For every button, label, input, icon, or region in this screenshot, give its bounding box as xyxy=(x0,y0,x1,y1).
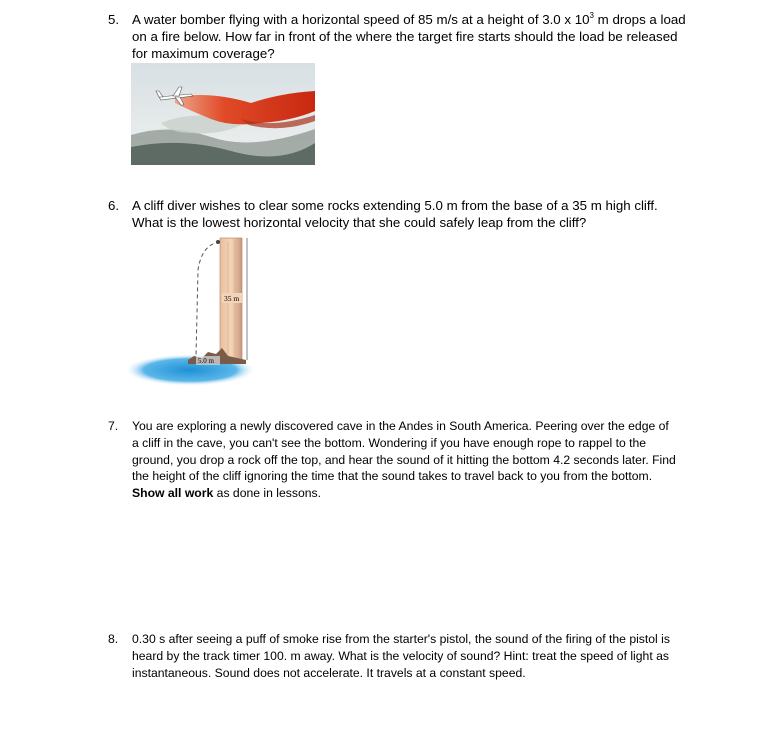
question-text: You are exploring a newly discovered cave in the Andes in South America. Peering over the edge of a cliff in the cave, you can't see the bottom. Wondering if you have enough rope to rappel to the ground, you drop a rock off the top, and hear the sound of it hitting the bottom 4.2 seconds later. Find the height of the cliff ignoring the time that the sound takes to travel back to you from the bottom. Show all work as done in lessons. xyxy=(132,419,676,501)
question-8 xyxy=(108,631,680,681)
question-6 xyxy=(108,197,668,231)
question-7 xyxy=(108,418,678,502)
emphasis-text: Show all work xyxy=(132,486,214,501)
question-text: 0.30 s after seeing a puff of smoke rise from the starter's pistol, the sound of the firing of the pistol is heard by the track timer 100. m away. What is the velocity of sound? Hint: treat the speed of light as instantaneous. Sound does not accelerate. It travels at a constant speed. xyxy=(132,632,670,680)
question-number: 7. xyxy=(108,419,119,433)
diver-icon xyxy=(216,240,220,244)
question-number: 8. xyxy=(108,632,119,646)
cliff-diver-figure xyxy=(128,230,260,386)
question-number: 6. xyxy=(108,198,120,213)
question-text: A water bomber flying with a horizontal speed of 85 m/s at a height of 3.0 x $10^3$ m drops a load on a fire below. How far in front of the where the target fire starts should the load be released for maximum coverage? xyxy=(132,10,686,61)
height-label: 35 m xyxy=(224,294,240,303)
diver-trajectory xyxy=(196,242,220,356)
question-text: A cliff diver wishes to clear some rocks extending 5.0 m from the base of a 35 m high cliff. What is the lowest horizontal velocity that she could safely leap from the cliff? xyxy=(132,198,658,230)
question-5 xyxy=(108,11,688,62)
question-number: 5. xyxy=(108,12,120,27)
water-bomber-photo xyxy=(131,63,315,165)
distance-label: 5.0 m xyxy=(198,357,214,365)
